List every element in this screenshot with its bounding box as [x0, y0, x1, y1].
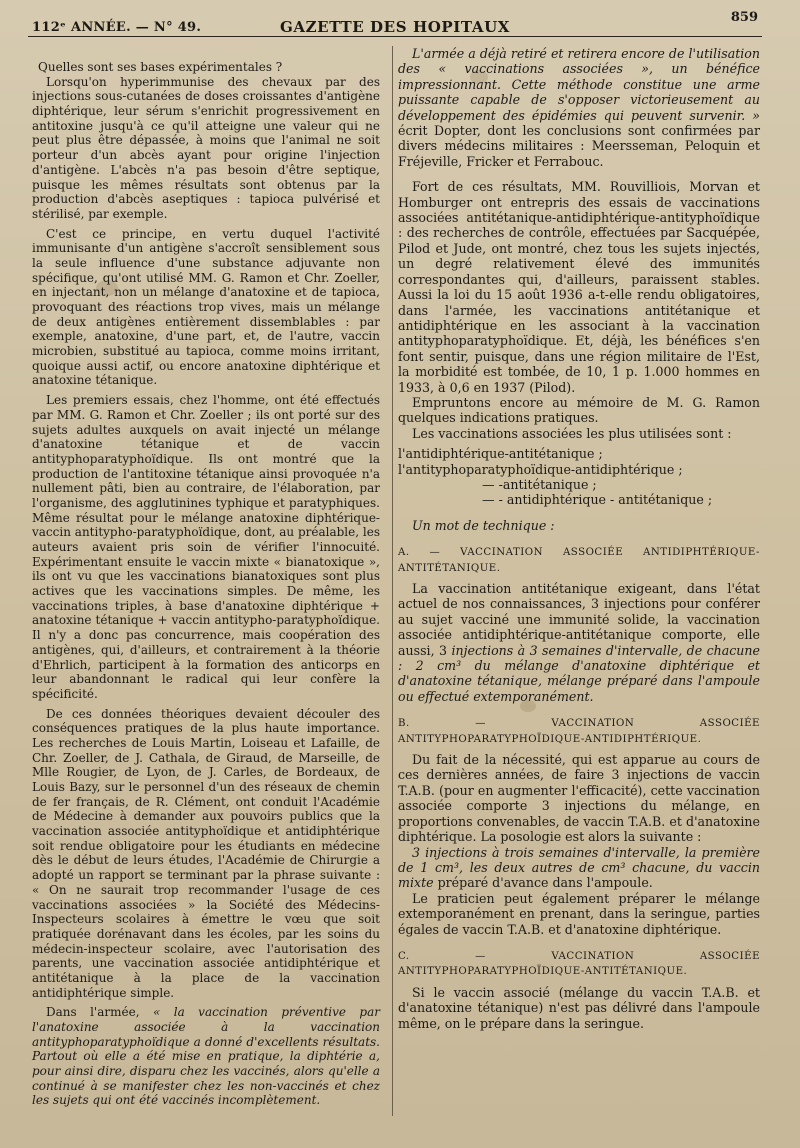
right-column: [398, 46, 760, 1031]
subheading: Un mot de technique :: [412, 517, 555, 533]
paragraph: Du fait de la nécessité, qui est apparue au cours de ces dernières années, de faire 3 injections de vaccin T.A.B. (pour en augmenter l'efficacité), cette vaccination associée comporte 3 injections du mélange, en proportions convenables, de vaccin T.A.B. et d'anatoxine diphtérique. La posologie est alors la suivante :: [398, 752, 760, 845]
journal-title: GAZETTE DES HOPITAUX: [279, 18, 510, 36]
list-item: l'antidiphtérique-antitétanique ;: [398, 446, 603, 462]
paragraph: [398, 46, 760, 169]
dosage-note: injections à 3 semaines d'intervalle, de chacune : 2 cm³ du mélange d'anatoxine diphtérique et d'anatoxine tétanique, mélange préparé dans l'ampoule ou effectué extemporanément.: [398, 642, 760, 704]
paragraph: Le praticien peut également préparer le mélange extemporanément en prenant, dans la seringue, parties égales de vaccin T.A.B. et d'anatoxine diphtérique.: [398, 890, 760, 937]
paragraph: Les vaccinations associées les plus utilisées sont :: [412, 425, 732, 441]
paragraph-lead: La vaccination antitétanique exigeant, dans l'état actuel de nos connaissances, 3 injections pour conférer au sujet vacciné une immunité solide, la vaccination associée antidiphtérique-antitétanique comporte, elle aussi, 3: [398, 581, 760, 658]
paragraph-lead: Dans l'armée,: [46, 1005, 153, 1020]
paragraph: Si le vaccin associé (mélange du vaccin T.A.B. et d'anatoxine tétanique) n'est pas délivré dans l'ampoule même, on le prépare dans la seringue.: [398, 984, 760, 1031]
page-number: 859: [730, 10, 758, 25]
paragraph: [32, 1005, 380, 1108]
quotation: « la vaccination préventive par l'anatoxine associée à la vaccination antityphoparatyphoïdique a donné d'excellents résultats. Partout où elle a été mise en pratique, la diphtérie a, pour ainsi dire, disparu chez les vaccinés, alors qu'elle a continué à se manifester chez les non-vaccinés et chez les sujets qui ont été vaccinés incomplètement.: [32, 1005, 381, 1108]
section-title: A. — VACCINATION ASSOCIÉE ANTIDIPHTÉRIQUE-ANTITÉTANIQUE.: [398, 547, 760, 574]
paragraph: [398, 581, 760, 704]
list-item: l'antityphoparatyphoïdique-antidiphtérique ;: [398, 461, 683, 477]
left-column: [32, 60, 380, 1108]
quotation: L'armée a déjà retiré et retirera encore de l'utilisation des « vaccinations associées », un bénéfice impressionnant. Cette méthode constitue une arme puissante capable de s'opposer victorieusement au développement des épidémies qui peuvent survenir. »: [398, 46, 760, 123]
paragraph: C'est ce principe, en vertu duquel l'activité immunisante d'un antigène s'accroît sensiblement sous la seule influence d'une substance adjuvante non spécifique, qu'ont utilisé MM. G. Ramon et Chr. Zoeller, en injectant, non un mélange d'anatoxine et de tapioca, provoquant des réactions trop vives, mais un mélange de deux antigènes entièrement dissemblables : par exemple, anatoxine, d'une part, et, de l'autre, vaccin microbien, substitué au tapioca, comme moins irritant, quoique aussi actif, ou encore anatoxine diphtérique et anatoxine tétanique.: [32, 226, 380, 388]
paragraph: Empruntons encore au mémoire de M. G. Ramon quelques indications pratiques.: [398, 394, 760, 426]
list-item: — - antidiphtérique - antitétanique ;: [482, 492, 713, 508]
section-title: C. — VACCINATION ASSOCIÉE ANTITYPHOPARATYPHOÏDIQUE-ANTITÉTANIQUE.: [398, 950, 760, 978]
dosage-note: 3 injections à trois semaines d'intervalle, la première de 1 cm³, les deux autres de cm³ chacune, du vaccin mixte: [398, 844, 760, 891]
paragraph-tail: préparé d'avance dans l'ampoule.: [433, 875, 653, 891]
paragraph: [398, 845, 760, 891]
column-divider: [392, 46, 393, 1116]
paragraph: Les premiers essais, chez l'homme, ont été effectués par MM. G. Ramon et Chr. Zoeller ; ils ont porté sur des sujets adultes auxquels on avait injecté un mélange d'anatoxine tétanique et de vaccin antityphoparatyphoïdique. Ils ont montré que la production de l'antitoxine tétanique ainsi provoquée n'a nullement pâti, bien au contraire, de l'élaboration, par l'organisme, des agglutinines typhique et paratyphiques. Même résultat pour le mélange anatoxine diphtérique-vaccin antitypho-paratyphoïdique, dont, au préalable, les auteurs avaient pris soin de vérifier l'innocuité. Expérimentant ensuite le vaccin mixte « bianatoxique », ils ont vu que les vaccinations bianatoxiques sont plus actives que les vaccinations simples. De même, les vaccinations triples, à base d'anatoxine diphtérique + anatoxine tétanique + vaccin antitypho-paratyphoïdique. Il n'y a donc pas concurrence, mais coopération des antigènes, qui, d'ailleurs, et contrairement à la théorie d'Ehrlich, participent à la formation des anticorps en leur abandonnant le radical qui leur confère la spécificité.: [32, 393, 380, 701]
paragraph: De ces données théoriques devaient découler des conséquences pratiques de la plus haute importance. Les recherches de Louis Martin, Loiseau et Lafaille, de Chr. Zoeller, de J. Cathala, de Giraud, de Marseille, de Mlle Rougier, de Lyon, de J. Carles, de Bordeaux, de Louis Bazy, sur le personnel d'un des réseaux de chemin de fer français, de R. Clément, ont conduit l'Académie de Médecine à demander aux pouvoirs publics que la vaccination associée antityphoïdique et antidiphtérique soit rendue obligatoire pour les étudiants en médecine dès le début de leurs études, l'Académie de Chirurgie a adopté un rapport se terminant par la phrase suivante : « On ne saurait trop recommander l'usage de ces vaccinations associées » la Société des Médecins-Inspecteurs scolaires à émettre le vœu que soit pratiquée dorénavant dans les écoles, par les soins du médecin-inspecteur scolaire, avec l'autorisation des parents, une vaccination associée antidiphtérique et antitétanique à la place de la vaccination antidiphtérique simple.: [32, 706, 380, 1000]
section-title: B. — VACCINATION ASSOCIÉE ANTITYPHOPARATYPHOÏDIQUE-ANTIDIPHTÉRIQUE.: [398, 718, 760, 745]
paragraph-tail: écrit Dopter, dont les conclusions sont confirmées par divers médecins militaires : Meersseman, Peloquin et Fréjeville, Fricker et Ferrabouc.: [398, 123, 760, 169]
issue-label: 112ᵉ ANNÉE. — N° 49.: [32, 20, 202, 35]
list-item: — -antitétanique ;: [482, 476, 597, 492]
paragraph: Lorsqu'on hyperimmunise des chevaux par des injections sous-cutanées de doses croissantes d'antigène diphtérique, leur sérum s'enrichit progressivement en antitoxine jusqu'à ce qu'il atteigne une valeur qui ne peut plus être dépassée, à moins que l'animal ne soit porteur d'un abcès ayant pour origine l'injection d'antigène. L'abcès n'a pas besoin d'être septique, puisque les mêmes résultats sont obtenus par la production d'abcès aseptiques : tapioca pulvérisé et stérilisé, par exemple.: [32, 74, 380, 221]
page-header: [28, 10, 762, 37]
paragraph: Fort de ces résultats, MM. Rouvilliois, Morvan et Homburger ont entrepris des essais de vaccinations associées antitétanique-antidiphtérique-antityphoïdique : des recherches de contrôle, effectuées par Sacquépée, Pilod et Jude, ont montré, chez tous les sujets injectés, un degré relativement élevé des immunités correspondantes qui, d'ailleurs, paraissent stables. Aussi la loi du 15 août 1936 a-t-elle rendu obligatoires, dans l'armée, les vaccinations antitétanique et antidiphtérique en les associant à la vaccination antityphoparatyphoïdique. Et, déjà, les bénéfices s'en font sentir, puisque, dans une région militaire de l'Est, la morbidité est tombée, de 10, 1 p. 1.000 hommes en 1933, à 0,6 en 1937 (Pilod).: [398, 179, 760, 395]
paragraph: Quelles sont ses bases expérimentales ?: [38, 60, 283, 74]
